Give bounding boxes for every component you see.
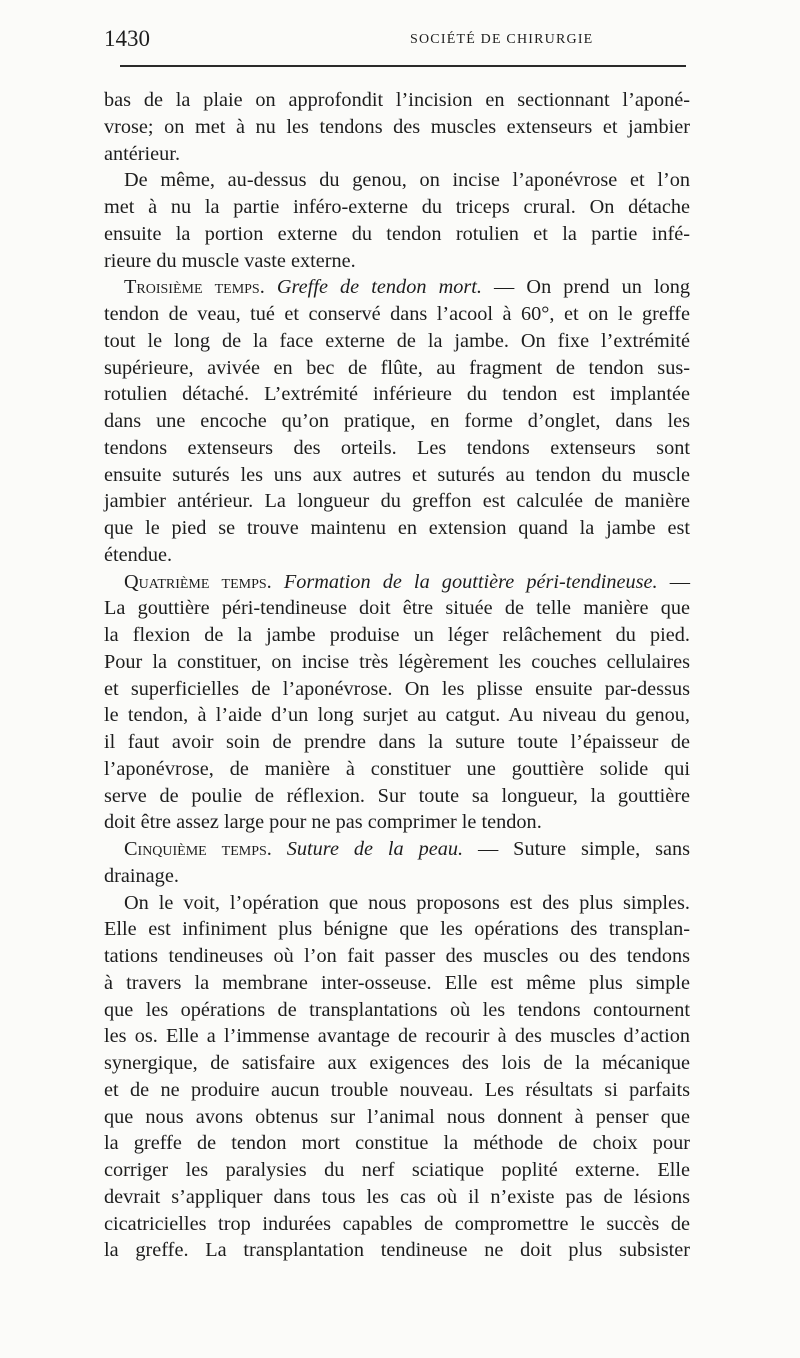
step-heading: Cinquième temps. xyxy=(124,838,272,860)
step-title: Greffe de tendon mort. xyxy=(276,276,482,299)
text-segment: La gouttière péri-tendineuse doit être située de telle manière que xyxy=(104,597,690,620)
text-segment: drainage. xyxy=(104,864,179,887)
body-text xyxy=(104,87,690,1264)
text-segment: corriger les paralysies du nerf sciatique poplité externe. Elle xyxy=(104,1159,690,1181)
text-segment: à travers la membrane inter-osseuse. Elle est même plus simple xyxy=(104,971,690,994)
page-header xyxy=(104,24,690,54)
text-line xyxy=(104,274,690,301)
text-line xyxy=(104,381,690,408)
text-segment: bas de la plaie on approfondit l’incision en sectionnant l’aponé- xyxy=(104,89,690,111)
text-line xyxy=(104,435,690,462)
text-segment: tations tendineuses où l’on fait passer des muscles ou des tendons xyxy=(104,945,690,967)
text-segment: ensuite suturés les uns aux autres et suturés au tendon du muscle xyxy=(104,463,690,486)
step-heading: Quatrième temps. xyxy=(124,570,272,593)
text-line xyxy=(104,783,690,810)
text-segment xyxy=(265,276,277,298)
text-segment: serve de poulie de réflexion. Sur toute sa longueur, la gouttière xyxy=(104,784,690,807)
text-segment: doit être assez large pour ne pas comprimer le tendon. xyxy=(104,811,542,834)
text-line xyxy=(104,1130,690,1157)
text-line xyxy=(104,488,690,515)
text-line xyxy=(104,1023,690,1050)
text-segment: tout le long de la face externe de la jambe. On fixe l’extrémité xyxy=(104,329,690,352)
text-segment: devrait s’appliquer dans tous les cas où il n’existe pas de lésions xyxy=(104,1185,690,1208)
text-line xyxy=(104,248,690,275)
text-segment: — xyxy=(657,570,690,593)
text-line xyxy=(104,863,690,890)
text-line xyxy=(104,997,690,1024)
text-line xyxy=(104,676,690,703)
text-segment: supérieure, avivée en bec de flûte, au fragment de tendon sus- xyxy=(104,356,690,379)
text-segment: jambier antérieur. La longueur du greffon est calculée de manière xyxy=(104,490,690,513)
text-line xyxy=(104,569,690,596)
text-line xyxy=(104,729,690,756)
text-line xyxy=(104,355,690,382)
text-segment: Pour la constituer, on incise très légèrement les couches cellulaires xyxy=(104,650,690,673)
text-line xyxy=(104,515,690,542)
text-segment: que nous avons obtenus sur l’animal nous donnent à penser que xyxy=(104,1105,690,1128)
text-segment: le tendon, à l’aide d’un long surjet au catgut. Au niveau du genou, xyxy=(104,704,690,727)
text-segment: Elle est infiniment plus bénigne que les opérations des transplan- xyxy=(104,918,690,941)
text-line xyxy=(104,194,690,221)
text-segment: et de ne produire aucun trouble nouveau. Les résultats si parfaits xyxy=(104,1078,690,1101)
text-line xyxy=(104,328,690,355)
text-segment: ensuite la portion externe du tendon rotulien et la partie infé- xyxy=(104,222,690,245)
text-segment: dans une encoche qu’on pratique, en forme d’onglet, dans les xyxy=(104,410,690,432)
step-title: Suture de la peau. xyxy=(286,838,464,860)
text-segment: synergique, de satisfaire aux exigences des lois de la mécanique xyxy=(104,1052,690,1074)
text-segment: cicatricielles trop indurées capables de compromettre le succès de xyxy=(104,1212,690,1235)
text-segment: l’aponévrose, de manière à constituer une gouttière solide qui xyxy=(104,757,690,780)
text-line xyxy=(104,595,690,622)
text-line xyxy=(104,1077,690,1104)
text-line xyxy=(104,943,690,970)
text-line xyxy=(104,1237,690,1264)
text-segment: et superficielles de l’aponévrose. On les plisse ensuite par-dessus xyxy=(104,677,690,700)
text-line xyxy=(104,1211,690,1238)
text-segment: De même, au-dessus du genou, on incise l’aponévrose et l’on xyxy=(124,169,690,192)
text-segment: les os. Elle a l’immense avantage de recourir à des muscles d’action xyxy=(104,1025,690,1048)
text-segment: antérieur. xyxy=(104,142,181,165)
text-line xyxy=(104,87,690,114)
text-line xyxy=(104,649,690,676)
text-segment: rieure du muscle vaste externe. xyxy=(104,249,356,272)
text-line xyxy=(104,141,690,168)
text-segment: tendons extenseurs des orteils. Les tendons extenseurs sont xyxy=(104,436,690,459)
text-line xyxy=(104,408,690,435)
page-number: 1430 xyxy=(104,26,150,51)
text-line xyxy=(104,756,690,783)
header-rule xyxy=(120,65,686,67)
text-line xyxy=(104,167,690,194)
text-line xyxy=(104,970,690,997)
text-segment: la flexion de la jambe produise un léger relâchement du pied. xyxy=(104,624,690,646)
text-segment: il faut avoir soin de prendre dans la suture toute l’épaisseur de xyxy=(104,731,690,753)
running-head: SOCIÉTÉ DE CHIRURGIE xyxy=(410,32,594,47)
text-segment: vrose; on met à nu les tendons des muscles extenseurs et jambier xyxy=(104,115,690,138)
text-segment: la greffe de tendon mort constitue la méthode de choix pour xyxy=(104,1132,690,1155)
text-line xyxy=(104,1184,690,1211)
text-line xyxy=(104,462,690,489)
text-line xyxy=(104,916,690,943)
text-segment: tendon de veau, tué et conservé dans l’acool à 60°, et on le greffe xyxy=(104,303,690,325)
text-segment: que le pied se trouve maintenu en extension quand la jambe est xyxy=(104,517,690,539)
text-segment: met à nu la partie inféro-externe du triceps crural. On détache xyxy=(104,196,690,218)
text-line xyxy=(104,301,690,328)
step-title: Formation de la gouttière péri-tendineuse. xyxy=(283,570,658,593)
text-segment: — On prend un long xyxy=(481,276,690,299)
text-segment xyxy=(272,838,287,860)
text-segment: On le voit, l’opération que nous proposons est des plus simples. xyxy=(124,891,690,914)
text-line xyxy=(104,1104,690,1131)
text-line xyxy=(104,622,690,649)
text-line xyxy=(104,702,690,729)
text-line xyxy=(104,890,690,917)
text-line xyxy=(104,836,690,863)
text-line xyxy=(104,809,690,836)
text-segment xyxy=(272,571,284,593)
text-segment: rotulien détaché. L’extrémité inférieure du tendon est implantée xyxy=(104,383,690,406)
step-heading: Troisième temps. xyxy=(124,276,265,299)
text-line xyxy=(104,1157,690,1184)
text-line xyxy=(104,114,690,141)
text-segment: étendue. xyxy=(104,543,173,566)
text-line xyxy=(104,542,690,569)
text-line xyxy=(104,1050,690,1077)
text-line xyxy=(104,221,690,248)
text-segment: que les opérations de transplantations où les tendons contournent xyxy=(104,998,690,1021)
text-segment: la greffe. La transplantation tendineuse ne doit plus subsister xyxy=(104,1239,690,1262)
text-segment: — Suture simple, sans xyxy=(463,838,691,860)
